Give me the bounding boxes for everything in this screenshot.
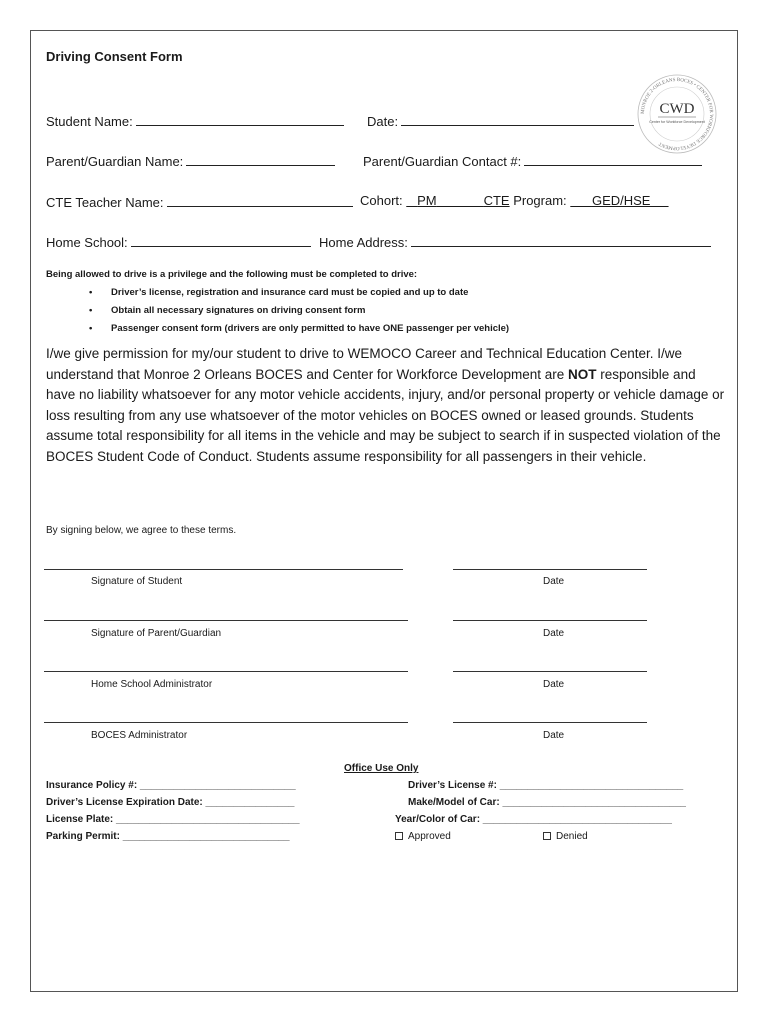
home-school-admin-date-line[interactable]	[453, 671, 647, 672]
parking-permit-field[interactable]: Parking Permit: ______________________________	[46, 831, 290, 842]
home-school-admin-line[interactable]	[44, 671, 408, 672]
signature-label: BOCES Administrator	[91, 730, 188, 741]
form-title: Driving Consent Form	[46, 49, 183, 64]
year-color-field[interactable]: Year/Color of Car: __________________________________	[395, 814, 672, 825]
date-label: Date	[543, 576, 565, 587]
cte-teacher-field[interactable]: CTE Teacher Name:	[46, 193, 353, 210]
date-label: Date	[543, 628, 565, 639]
program-value: GED/HSE	[591, 193, 651, 208]
denied-checkbox[interactable]: Denied	[543, 831, 588, 842]
signature-label: Signature of Parent/Guardian	[91, 628, 222, 639]
drivers-license-field[interactable]: Driver’s License #: _________________________________	[408, 780, 684, 791]
student-date-line[interactable]	[453, 569, 647, 570]
date-label: Date	[543, 679, 565, 690]
home-school-field[interactable]: Home School:	[46, 233, 311, 250]
cohort-field[interactable]: Cohort: PM CTE Program: GED/HSE	[360, 193, 651, 208]
date-field[interactable]: Date:	[367, 112, 634, 129]
approved-checkbox[interactable]: Approved	[395, 831, 451, 842]
cwd-logo	[636, 73, 718, 155]
license-expiration-field[interactable]: Driver’s License Expiration Date: ________________	[46, 797, 295, 808]
license-plate-field[interactable]: License Plate: _________________________________	[46, 814, 300, 825]
cohort-value: PM	[417, 193, 437, 208]
make-model-field[interactable]: Make/Model of Car: _________________________________	[408, 797, 686, 808]
student-name-field[interactable]: Student Name:	[46, 112, 344, 129]
svg-text:CWD: CWD	[659, 101, 695, 117]
requirement-item: • Obtain all necessary signatures on driving consent form	[89, 305, 366, 316]
checkbox-icon	[395, 832, 403, 840]
requirements-heading: Being allowed to drive is a privilege and the following must be completed to drive:	[46, 269, 418, 280]
agree-statement: By signing below, we agree to these terms.	[46, 525, 237, 536]
student-signature-line[interactable]	[44, 569, 403, 570]
consent-paragraph: I/we give permission for my/our student to drive to WEMOCO Career and Technical Education Center. I/we understand that Monroe 2 Orleans BOCES and Center for Workforce Development are NOT responsible and have no liability whatsoever for any motor vehicle accidents, injury, and/or personal property or vehicle damage or loss resulting from any use whatsoever of the motor vehicles on BOCES owned or leased grounds. Students assume total responsibility for all items in the vehicle and may be subject to search if in suspected violation of the BOCES Student Code of Conduct. Students assume responsibility for all passengers in their vehicle.	[46, 346, 725, 464]
requirement-item: • Driver’s license, registration and insurance card must be copied and up to date	[89, 287, 469, 298]
parent-signature-line[interactable]	[44, 620, 408, 621]
office-use-title: Office Use Only	[344, 763, 419, 774]
boces-admin-line[interactable]	[44, 722, 408, 723]
checkbox-icon	[543, 832, 551, 840]
signature-label: Signature of Student	[91, 576, 183, 587]
insurance-policy-field[interactable]: Insurance Policy #: ____________________________	[46, 780, 296, 791]
parent-name-field[interactable]: Parent/Guardian Name:	[46, 152, 335, 169]
form-page	[30, 30, 738, 992]
parent-date-line[interactable]	[453, 620, 647, 621]
requirement-item: • Passenger consent form (drivers are only permitted to have ONE passenger per vehicle)	[89, 323, 510, 334]
boces-admin-date-line[interactable]	[453, 722, 647, 723]
signature-label: Home School Administrator	[91, 679, 213, 690]
not-emphasis: NOT	[568, 366, 597, 382]
parent-contact-field[interactable]: Parent/Guardian Contact #:	[363, 152, 702, 169]
svg-text:MONROE 2-ORLEANS BOCES • CENTE: MONROE 2-ORLEANS BOCES • CENTER FOR WORKFORCE DEVELOPMENT	[640, 77, 714, 151]
svg-text:Center for Workforce Developme: Center for Workforce Development	[649, 120, 705, 124]
date-label: Date	[543, 730, 565, 741]
home-address-field[interactable]: Home Address:	[319, 233, 711, 250]
cte-value: CTE	[483, 193, 510, 208]
